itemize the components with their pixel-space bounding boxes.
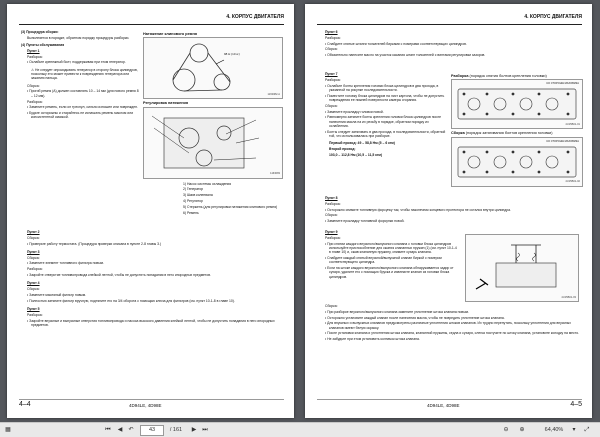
zoom-dropdown-icon[interactable]: ▾ bbox=[572, 427, 576, 433]
page-number: 4–4 bbox=[19, 401, 31, 408]
page-footer bbox=[317, 399, 582, 410]
section-title: 4. КОРПУС ДВИГАТЕЛЯ bbox=[226, 14, 284, 20]
fig2-legend bbox=[143, 182, 283, 215]
page-left bbox=[7, 4, 294, 418]
p6-sbor: Сборка: bbox=[325, 47, 338, 52]
fig-sbor-caption: Сборка (порядок затягивания болтов крепления головки) bbox=[451, 131, 553, 136]
p9-b6: • Для впускных и выпускных клапанов предусмотрены различные уплотнения штоков клапанов. Их трудно перепутать, поскольку уплотнения для впускных клапанов имеют белую окраску. bbox=[325, 321, 571, 330]
p7-b3: • Замените прокладку головки новой. bbox=[325, 109, 384, 114]
legend-item: 1) Насос системы охлаждения bbox=[183, 181, 232, 186]
legend-item: 5) Стержень (для регулировки натяжения клинового ремня) bbox=[183, 204, 278, 209]
zoom-in-icon[interactable]: ⊕ bbox=[519, 427, 525, 433]
fig-sbor-side: СО СТОРОНЫ МАХОВИКА bbox=[546, 139, 579, 143]
prev-page-icon[interactable]: ◀ bbox=[117, 427, 123, 433]
p3-title: Пункт 3 bbox=[27, 249, 40, 254]
fig9-code: 4U15B01-03 bbox=[561, 295, 576, 299]
p1-sbor: Сборка: bbox=[27, 83, 40, 88]
p4-title: Пункт 4 bbox=[27, 281, 40, 286]
p3-b2: • Закройте отверстие топливопровода клейкой лентой, чтобы не допустить попадания в него инородных предметов. bbox=[27, 273, 211, 278]
fig9-container bbox=[465, 234, 579, 302]
fig2-caption: Регулировка натяжения bbox=[143, 101, 189, 106]
grid-view-icon[interactable]: ▦ bbox=[5, 427, 11, 433]
p6-razb: Разборка: bbox=[325, 35, 341, 40]
valve-compressor-icon bbox=[466, 235, 578, 299]
p6-block bbox=[319, 30, 581, 59]
fig-sbor-code: 4U15B01-02 bbox=[565, 180, 580, 184]
left-bottom bbox=[21, 230, 283, 329]
s4-title: (4) Пункты обслуживания bbox=[21, 43, 65, 48]
p9-b1: • При снятии каждого впускного/выпускного клапана с головки блока цилиндров используйте приспособление для сжатия клапанных пружин (1) (см. пункт 10-1-4 в главе 10) и, сжав клапанную пружину, снимите сухарь клапана. bbox=[325, 241, 457, 255]
p1-razb: Разборка: bbox=[27, 54, 43, 59]
p9-b5: • Осторожно установите каждый клапан после нанесения масла, чтобы не повредить уплотнение штока клапана. bbox=[325, 315, 505, 320]
p6-title: Пункт 6 bbox=[325, 30, 338, 34]
p5-razb: Разборка: bbox=[27, 312, 43, 317]
p7-b5: • Болты следует затягивать в два прохода, в последовательности, обратной той, что использовалась при разборке. bbox=[325, 129, 446, 139]
section-title: 4. КОРПУС ДВИГАТЕЛЯ bbox=[524, 14, 582, 20]
torque-2-label: Второй проход: bbox=[329, 147, 356, 152]
p7-block bbox=[319, 72, 447, 159]
fig-razb-bolts bbox=[451, 79, 583, 129]
p9-b2: • Снабдите каждый снятый впускной/выпускной клапан биркой с номером соответствующего цилиндра. bbox=[325, 255, 442, 265]
head-bolts-icon bbox=[452, 80, 582, 126]
p9-block bbox=[319, 230, 459, 280]
p2-title: Пункт 2 bbox=[27, 230, 40, 234]
torque-1: Первый проход: 49 – 58,8 Нм (5 – 6 кгм) bbox=[329, 141, 395, 146]
page-number: 4–5 bbox=[570, 401, 582, 408]
p9-title: Пункт 9 bbox=[325, 230, 338, 234]
p9-assembly bbox=[319, 304, 581, 343]
legend-item: 2) Генератор bbox=[183, 187, 204, 192]
p8-b1: • Осторожно снимите топливную форсунку так, чтобы наконечник концевого протектора не остался внутри цилиндра. bbox=[325, 207, 511, 212]
fig1-code: 1163082-A bbox=[267, 93, 280, 96]
p1-b1: • Ослабьте крепежный болт, поддерживая при этом генератор. bbox=[27, 60, 126, 65]
p9-b4: • При разборке впускного/выпускного клапана замените уплотнение штока клапана новым. bbox=[325, 309, 469, 314]
left-column bbox=[21, 30, 139, 121]
p6-b2: • Обязательно нанесите масло на участок касания штанг толкателей с винтами регулировки зазоров. bbox=[325, 53, 486, 58]
fig1-label: 98 H (10 кг) bbox=[224, 52, 240, 57]
p7-figures bbox=[451, 72, 583, 187]
fig-razb-caption: Разборка (порядок снятия болтов крепления головки) bbox=[451, 74, 547, 78]
p8-b2: • Замените прокладку топливной форсунки новой. bbox=[325, 219, 405, 224]
p7-b2: • Поместите головку блока цилиндров на лист картона, чтобы не допустить повреждения ее нижней поверхности камеры сгорания. bbox=[325, 93, 445, 102]
p7-razb: Разборка: bbox=[325, 77, 341, 82]
engine-drawing-icon bbox=[144, 108, 282, 176]
p7-sbor: Сборка: bbox=[325, 103, 338, 108]
p4-b2: • Полностью затяните фильтр вручную, подтяните его на 3/4 оборота с помощью ключа для фильтров (см. пункт 10-1-8 в главе 10). bbox=[27, 298, 235, 303]
fit-page-icon[interactable]: ⤢ bbox=[584, 427, 590, 433]
next-page-icon[interactable]: ▶ bbox=[191, 427, 197, 433]
p9-razb: Разборка: bbox=[325, 235, 341, 240]
p8-block bbox=[319, 196, 581, 225]
p1-note: ⚠ Не следует опрокидывать генератор в сторону блока цилиндров, поскольку это может привести к повреждению генератора или зажатию пальца. bbox=[31, 67, 138, 81]
p1-b3: • Замените ремень, если он треснул, сильно изношен или поврежден. bbox=[27, 105, 138, 110]
viewer-toolbar bbox=[0, 422, 600, 437]
zoom-out-icon[interactable]: ⊖ bbox=[503, 427, 509, 433]
page-number-input[interactable]: 43 bbox=[140, 425, 164, 436]
warning-icon: ⚠ bbox=[31, 67, 35, 72]
page-header bbox=[317, 14, 582, 25]
zoom-level[interactable]: 64,40% bbox=[544, 427, 564, 433]
arrow-left-icon[interactable]: ↶ bbox=[128, 427, 134, 433]
p4-sbor: Сборка: bbox=[27, 287, 40, 292]
p8-title: Пункт 8 bbox=[325, 196, 338, 200]
p9-b3: • Если на штоке каждого впускного/выпускного клапана обнаруживается задир от сухаря, удалите его с помощью бруска и извлеките клапан из головки блока цилиндров. bbox=[325, 266, 454, 279]
fig-razb-code: 4U15B01-01 bbox=[565, 123, 580, 126]
last-page-icon[interactable]: ⏭ bbox=[202, 427, 208, 433]
s3-title: (3) Процедура сборки: bbox=[21, 30, 59, 34]
model-name: 4D94LE, 4D98E bbox=[129, 403, 162, 408]
p2-b1: • Проверьте работу термостата. (Процедура проверки описана в пункте 2-8 главы 3.) bbox=[27, 241, 162, 246]
fig9-valve-spring bbox=[465, 234, 579, 302]
head-bolts-icon bbox=[452, 138, 582, 184]
p8-sbor: Сборка: bbox=[325, 213, 338, 218]
first-page-icon[interactable]: ⏮ bbox=[105, 427, 111, 433]
fig2-code: 1163083 bbox=[270, 172, 280, 176]
p3-b1: • Замените элемент топливного фильтра новым. bbox=[27, 261, 104, 266]
page-right bbox=[305, 4, 592, 418]
p7-b4: • Равномерно затяните болты крепления головки блока цилиндров после нанесения масла на их резьбу в порядке, обратном порядку их ослабления. bbox=[325, 115, 441, 128]
model-name: 4D94LE, 4D98E bbox=[427, 403, 460, 408]
p9-sbor: Сборка: bbox=[325, 304, 338, 308]
belt-diagram-icon bbox=[144, 38, 282, 96]
legend-item: 3) Шкив коленвала bbox=[183, 193, 213, 198]
p1-b4: • Будьте осторожны и старайтесь не испачкать ремень маслом или консистентной смазкой. bbox=[27, 111, 134, 120]
fig-sbor-bolts bbox=[451, 137, 583, 187]
p5-title: Пункт 5 bbox=[27, 307, 40, 312]
p3-razb: Разборка: bbox=[27, 267, 43, 272]
p2-sbor: Сборка: bbox=[27, 235, 40, 240]
p9-b8: • Не забудьте при этом установить колпачок штока клапана. bbox=[325, 337, 420, 342]
p7-title: Пункт 7 bbox=[325, 72, 338, 76]
fig1-caption: Натяжение клинового ремня bbox=[143, 32, 197, 36]
p1-razb2: Разборка: bbox=[27, 99, 43, 104]
page-header bbox=[19, 14, 284, 25]
p7-b1: • Ослабьте болты крепления головки блока цилиндров в два прохода, в указанной на рисунке последовательности. bbox=[325, 83, 439, 92]
p3-sbor: Сборка: bbox=[27, 255, 40, 260]
p5-b1: • Закройте впускные и выпускные отверстия топливопровода и насоса высокого давления клейкой лентой, чтобы не допустить попадания в него инородных предметов. bbox=[27, 318, 275, 327]
p6-b1: • Снабдите снятые штанги толкателей бирками с номерами соответствующих цилиндров. bbox=[325, 41, 467, 46]
p1-title: Пункт 1 bbox=[27, 48, 40, 53]
fig2-adjustment bbox=[143, 107, 283, 179]
s3-text: Выполняется в порядке, обратном порядку процедуры разборки. bbox=[27, 35, 130, 40]
torque-2: 103,0 – 112,8 Нм (10,5 – 11,5 кгм) bbox=[329, 152, 382, 157]
legend-item: 4) Регулятор bbox=[183, 198, 203, 203]
fig-razb-side: СО СТОРОНЫ МАХОВИКА bbox=[546, 82, 579, 86]
p9-b7: • После установки клапана и уплотнения штока клапана, клапанной пружины, седла и сухаря, слегка постучите по штоку клапана, установите колодку на место. bbox=[325, 331, 580, 336]
legend-item: 6) Ремень bbox=[183, 210, 199, 215]
left-figures bbox=[143, 30, 283, 216]
p4-b1: • Замените масляный фильтр новым. bbox=[27, 292, 87, 297]
page-total: / 161 bbox=[169, 427, 183, 433]
fig1-belt-tension bbox=[143, 37, 283, 99]
p8-razb: Разборка: bbox=[325, 201, 341, 206]
p1-b2: • Прогиб ремня (А) должен составлять 10 – 14 мм (для нового ремня 8 – 12 мм). bbox=[27, 89, 139, 98]
page-footer bbox=[19, 399, 284, 410]
